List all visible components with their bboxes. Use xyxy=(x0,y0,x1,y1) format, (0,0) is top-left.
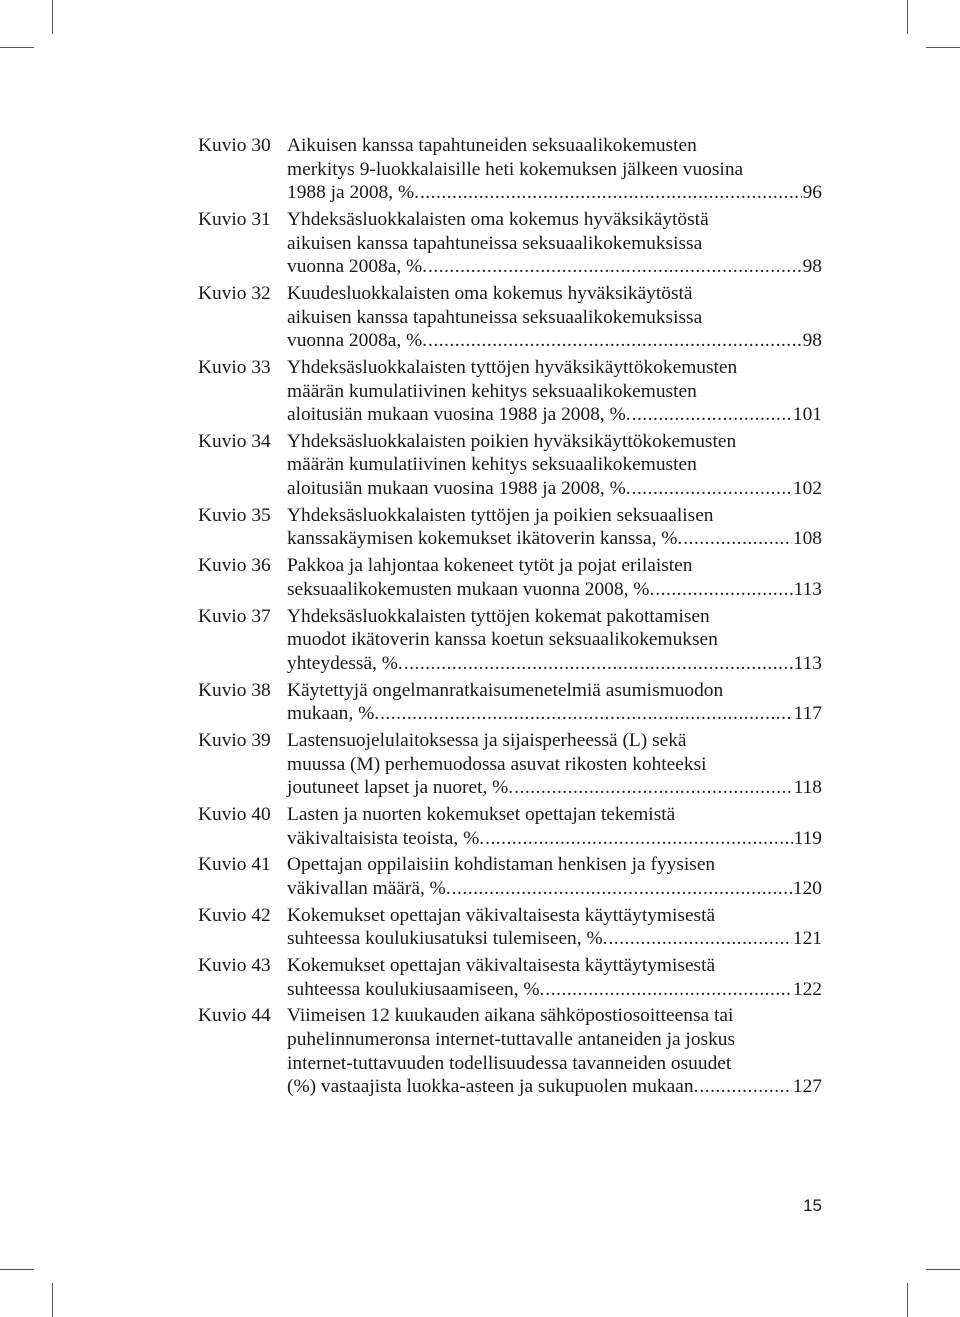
caption-line: muussa (M) perhemuodossa asuvat rikosten kohteeksi xyxy=(287,753,707,775)
figure-entry[interactable] xyxy=(198,282,822,353)
figure-caption xyxy=(287,554,822,601)
caption-line: väkivaltaisista teoista, %. xyxy=(287,827,485,849)
caption-line: suhteessa koulukiusaamiseen, %. xyxy=(287,978,545,1000)
caption-last-line xyxy=(287,1075,822,1099)
crop-mark-top-left-vertical xyxy=(52,0,53,34)
crop-mark-top-right-horizontal xyxy=(926,47,960,48)
dot-leader xyxy=(380,702,793,726)
crop-mark-bottom-left-horizontal xyxy=(0,1269,34,1270)
caption-last-line xyxy=(287,578,822,602)
caption-line: seksuaalikokemusten mukaan vuonna 2008, %. xyxy=(287,578,655,600)
figure-caption xyxy=(287,803,822,850)
caption-line: aloitusiän mukaan vuosina 1988 ja 2008, %. xyxy=(287,478,631,500)
figure-entry[interactable] xyxy=(198,803,822,850)
page-reference[interactable]: 96 xyxy=(802,182,822,204)
figure-label: Kuvio 32 xyxy=(198,282,271,304)
caption-line: Kokemukset opettajan väkivaltaisesta käyttäytymisestä xyxy=(287,904,716,926)
dot-leader xyxy=(683,527,792,551)
caption-line: Yhdeksäsluokkalaisten oma kokemus hyväksikäytöstä xyxy=(287,208,709,230)
caption-line: aloitusiän mukaan vuosina 1988 ja 2008, %. xyxy=(287,404,631,426)
page-reference[interactable]: 113 xyxy=(793,578,822,600)
caption-line: Opettajan oppilaisiin kohdistaman henkisen ja fyysisen xyxy=(287,854,716,876)
figure-label: Kuvio 42 xyxy=(198,904,271,926)
dot-leader xyxy=(404,652,793,676)
caption-line: Yhdeksäsluokkalaisten tyttöjen hyväksikäyttökokemusten xyxy=(287,356,738,378)
caption-last-line xyxy=(287,827,822,851)
figure-entry[interactable] xyxy=(198,356,822,427)
caption-line: Yhdeksäsluokkalaisten tyttöjen kokemat pakottamisen xyxy=(287,605,710,627)
caption-line: Lasten ja nuorten kokemukset opettajan tekemistä xyxy=(287,803,676,825)
figure-label: Kuvio 30 xyxy=(198,135,271,156)
dot-leader xyxy=(428,255,802,279)
figure-entry[interactable] xyxy=(198,954,822,1001)
crop-mark-bottom-right-horizontal xyxy=(926,1269,960,1270)
figure-caption xyxy=(287,1004,822,1098)
figure-caption xyxy=(287,208,822,279)
figure-label: Kuvio 38 xyxy=(198,679,271,701)
dot-leader xyxy=(514,776,792,800)
page-reference[interactable]: 101 xyxy=(792,404,822,426)
figure-caption xyxy=(287,282,822,353)
caption-line: Yhdeksäsluokkalaisten poikien hyväksikäyttökokemusten xyxy=(287,430,737,452)
caption-line: kanssakäymisen kokemukset ikätoverin kanssa, %. xyxy=(287,528,683,550)
page-reference[interactable]: 118 xyxy=(793,777,822,799)
figure-caption xyxy=(287,679,822,726)
crop-mark-top-right-vertical xyxy=(907,0,908,34)
dot-leader xyxy=(608,927,791,951)
caption-line: Kokemukset opettajan väkivaltaisesta käyttäytymisestä xyxy=(287,955,716,977)
caption-last-line xyxy=(287,527,822,551)
crop-mark-bottom-right-vertical xyxy=(907,1283,908,1317)
dot-leader xyxy=(632,477,792,501)
figure-caption xyxy=(287,134,822,205)
figure-entry[interactable] xyxy=(198,729,822,800)
page-reference[interactable]: 120 xyxy=(792,877,822,899)
figure-label: Kuvio 37 xyxy=(198,605,271,627)
figure-label: Kuvio 39 xyxy=(198,729,271,751)
page-reference[interactable]: 119 xyxy=(793,827,822,849)
page-reference[interactable]: 102 xyxy=(792,478,822,500)
figure-label: Kuvio 43 xyxy=(198,955,271,977)
figure-label: Kuvio 33 xyxy=(198,356,271,378)
caption-line: joutuneet lapset ja nuoret, %. xyxy=(287,777,514,799)
figure-caption xyxy=(287,356,822,427)
dot-leader xyxy=(452,877,792,901)
figure-label: Kuvio 36 xyxy=(198,555,271,577)
figure-entry[interactable] xyxy=(198,1004,822,1098)
caption-line: mukaan, %. xyxy=(287,703,380,725)
figure-label: Kuvio 41 xyxy=(198,854,271,876)
caption-line: aikuisen kanssa tapahtuneissa seksuaalikokemuksissa xyxy=(287,232,703,254)
figure-caption xyxy=(287,430,822,501)
caption-line: merkitys 9-luokkalaisille heti kokemuksen jälkeen vuosina xyxy=(287,158,744,180)
caption-line: Viimeisen 12 kuukauden aikana sähköpostiosoitteensa tai xyxy=(287,1005,734,1027)
figure-entry[interactable] xyxy=(198,605,822,676)
caption-line: väkivallan määrä, %. xyxy=(287,877,451,899)
caption-line: määrän kumulatiivinen kehitys seksuaalikokemusten xyxy=(287,454,697,476)
caption-line: suhteessa koulukiusatuksi tulemiseen, %. xyxy=(287,928,608,950)
figure-entry[interactable] xyxy=(198,504,822,551)
figure-caption xyxy=(287,504,822,551)
caption-line: aikuisen kanssa tapahtuneissa seksuaalikokemuksissa xyxy=(287,306,703,328)
figure-caption xyxy=(287,729,822,800)
caption-last-line xyxy=(287,702,822,726)
dot-leader xyxy=(485,827,793,851)
caption-last-line xyxy=(287,978,822,1002)
dot-leader xyxy=(420,181,802,205)
dot-leader xyxy=(632,403,792,427)
caption-line: vuonna 2008a, %. xyxy=(287,330,428,352)
figure-label: Kuvio 35 xyxy=(198,504,271,526)
figure-caption xyxy=(287,605,822,676)
figure-list xyxy=(198,134,822,1102)
caption-line: Kuudesluokkalaisten oma kokemus hyväksikäytöstä xyxy=(287,282,693,304)
caption-last-line xyxy=(287,255,822,279)
figure-entry[interactable] xyxy=(198,208,822,279)
caption-last-line xyxy=(287,329,822,353)
caption-line: muodot ikätoverin kanssa koetun seksuaalikokemuksen xyxy=(287,629,718,651)
page-reference[interactable]: 98 xyxy=(802,256,822,278)
page-reference[interactable]: 127 xyxy=(792,1076,822,1098)
caption-last-line xyxy=(287,181,822,205)
caption-line: puhelinnumeronsa internet-tuttavalle antaneiden ja joskus xyxy=(287,1029,736,1050)
figure-entry[interactable] xyxy=(198,679,822,726)
caption-line: Lastensuojelulaitoksessa ja sijaisperheessä (L) sekä xyxy=(287,729,687,751)
caption-last-line xyxy=(287,477,822,501)
figure-entry[interactable] xyxy=(198,904,822,951)
caption-line: 1988 ja 2008, %. xyxy=(287,182,419,204)
figure-entry[interactable] xyxy=(198,554,822,601)
page-number: 15 xyxy=(803,1196,822,1215)
dot-leader xyxy=(699,1075,792,1099)
crop-mark-top-left-horizontal xyxy=(0,47,34,48)
figure-caption xyxy=(287,904,822,951)
figure-label: Kuvio 40 xyxy=(198,803,271,825)
page-reference[interactable]: 113 xyxy=(793,652,822,674)
caption-last-line xyxy=(287,776,822,800)
dot-leader xyxy=(428,329,802,353)
caption-line: Käytettyjä ongelmanratkaisumenetelmiä asumismuodon xyxy=(287,679,724,701)
caption-line: Yhdeksäsluokkalaisten tyttöjen ja poikien seksuaalisen xyxy=(287,504,714,526)
page-reference[interactable]: 108 xyxy=(792,528,822,550)
page-reference[interactable]: 98 xyxy=(802,330,822,352)
crop-mark-bottom-left-vertical xyxy=(52,1283,53,1317)
caption-line: internet-tuttavuuden todellisuudessa tavanneiden osuudet xyxy=(287,1052,732,1074)
figure-entry[interactable] xyxy=(198,430,822,501)
caption-last-line xyxy=(287,877,822,901)
caption-line: yhteydessä, %. xyxy=(287,652,403,674)
figure-entry[interactable] xyxy=(198,134,822,205)
page-reference[interactable]: 121 xyxy=(792,928,822,950)
figure-entry[interactable] xyxy=(198,853,822,900)
figure-label: Kuvio 44 xyxy=(198,1005,271,1027)
caption-line: Aikuisen kanssa tapahtuneiden seksuaalikokemusten xyxy=(287,135,697,156)
caption-last-line xyxy=(287,927,822,951)
caption-last-line xyxy=(287,403,822,427)
dot-leader xyxy=(655,578,792,602)
caption-line: (%) vastaajista luokka-asteen ja sukupuolen mukaan. xyxy=(287,1076,699,1098)
caption-line: Pakkoa ja lahjontaa kokeneet tytöt ja pojat erilaisten xyxy=(287,555,693,577)
figure-label: Kuvio 31 xyxy=(198,208,271,230)
figure-label: Kuvio 34 xyxy=(198,430,271,452)
page-reference[interactable]: 117 xyxy=(793,703,822,725)
caption-last-line xyxy=(287,652,822,676)
page-reference[interactable]: 122 xyxy=(792,978,822,1000)
figure-caption xyxy=(287,954,822,1001)
caption-line: määrän kumulatiivinen kehitys seksuaalikokemusten xyxy=(287,380,697,402)
dot-leader xyxy=(545,978,791,1002)
figure-caption xyxy=(287,853,822,900)
caption-line: vuonna 2008a, %. xyxy=(287,256,428,278)
